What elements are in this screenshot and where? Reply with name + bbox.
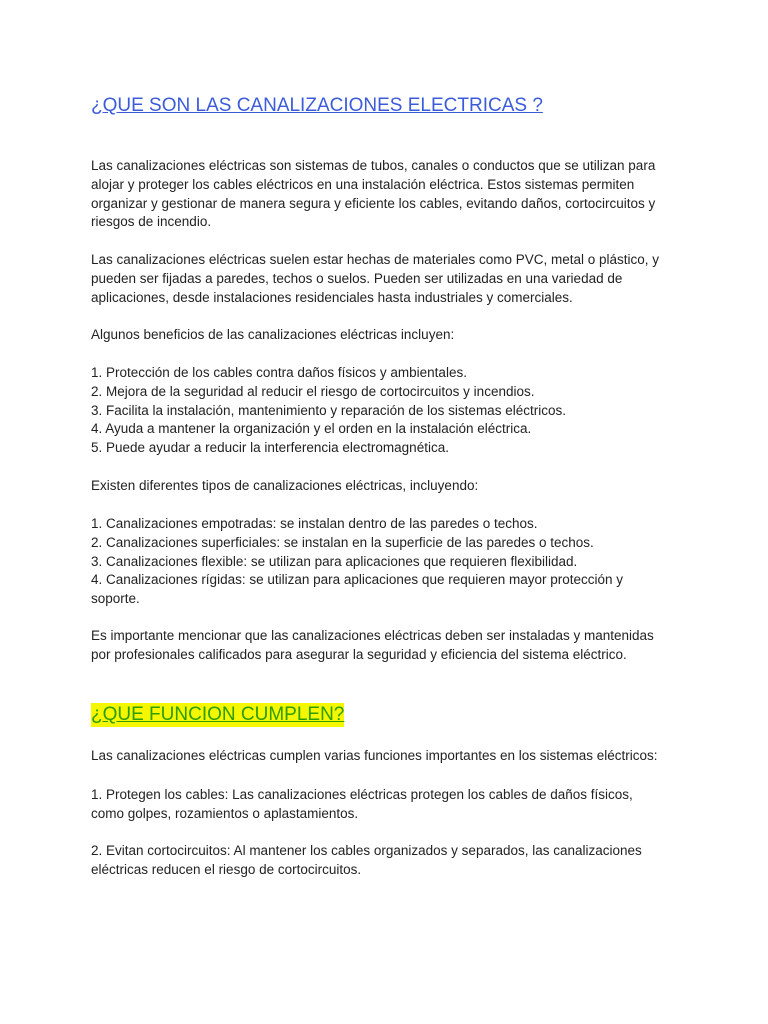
function-item-2 [91,842,681,880]
list-item: 1. Canalizaciones empotradas: se instalan dentro de las paredes o techos. [91,516,538,531]
text-line: 1. Protegen los cables: Las canalizaciones eléctricas protegen los cables de daños físicos, [91,787,633,802]
text-line: aplicaciones, desde instalaciones residenciales hasta industriales y comerciales. [91,289,573,305]
function-item-1 [91,786,681,824]
list-item: 4. Canalizaciones rígidas: se utilizan para aplicaciones que requieren mayor protección y [91,572,624,588]
section-title-canalizaciones: ¿QUE SON LAS CANALIZACIONES ELECTRICAS ? [91,95,543,116]
text-line: Las canalizaciones eléctricas son sistemas de tubos, canales o conductos que se utilizan para [91,158,656,173]
section-title-funcion: ¿QUE FUNCION CUMPLEN? [91,704,345,725]
list-item: 2. Canalizaciones superficiales: se instalan en la superficie de las paredes o techos. [91,534,594,550]
benefits-intro [91,326,681,345]
text-line: Existen diferentes tipos de canalizaciones eléctricas, incluyendo: [91,478,479,493]
text-line: organizar y gestionar de manera segura y eficiente los cables, evitando daños, cortocircuitos y [91,195,656,211]
list-item: 3. Canalizaciones flexible: se utilizan para aplicaciones que requieren flexibilidad. [91,553,578,569]
text-line: eléctricas reducen el riesgo de cortocircuitos. [91,861,362,877]
text-line: riesgos de incendio. [91,214,212,230]
paragraph-closing [91,627,681,665]
text-line: como golpes, rozamientos o aplastamientos. [91,805,359,821]
paragraph-definition [91,157,681,232]
benefits-list [91,364,681,458]
text-line: Las canalizaciones eléctricas cumplen varias funciones importantes en los sistemas eléctricos: [91,748,658,763]
text-line: por profesionales calificados para asegurar la seguridad y eficiencia del sistema eléctrico. [91,646,627,662]
text-line: Es importante mencionar que las canalizaciones eléctricas deben ser instaladas y mantenidas [91,628,654,643]
paragraph-materials [91,251,681,307]
text-line: Algunos beneficios de las canalizaciones eléctricas incluyen: [91,327,455,342]
list-item: 5. Puede ayudar a reducir la interferencia electromagnética. [91,440,449,456]
text-line: pueden ser fijadas a paredes, techos o suelos. Pueden ser utilizadas en una variedad de [91,270,623,286]
list-item: soporte. [91,591,140,607]
text-line: alojar y proteger los cables eléctricos en una instalación eléctrica. Estos sistemas permiten [91,176,635,192]
text-line: 2. Evitan cortocircuitos: Al mantener los cables organizados y separados, las canalizaciones [91,843,642,858]
list-item: 3. Facilita la instalación, mantenimiento y reparación de los sistemas eléctricos. [91,402,566,418]
functions-intro [91,747,681,766]
list-item: 4. Ayuda a mantener la organización y el orden en la instalación eléctrica. [91,421,532,437]
text-line: Las canalizaciones eléctricas suelen estar hechas de materiales como PVC, metal o plástico, y [91,252,660,267]
types-intro [91,477,681,496]
types-list [91,515,681,609]
list-item: 1. Protección de los cables contra daños físicos y ambientales. [91,365,467,380]
list-item: 2. Mejora de la seguridad al reducir el riesgo de cortocircuitos y incendios. [91,383,535,399]
